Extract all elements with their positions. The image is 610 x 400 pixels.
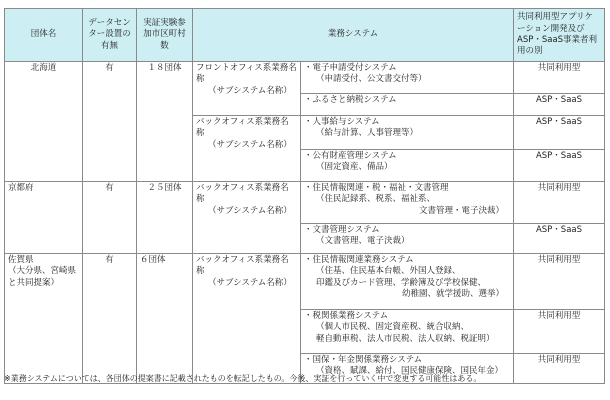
category-sub: （サブシステム名称）	[208, 85, 292, 96]
type-cell: 共同利用型	[514, 254, 605, 310]
system-cell	[301, 94, 514, 116]
system-detail: （住民記録系、税系、福祉系、	[316, 194, 436, 205]
type-cell: 共同利用型	[514, 310, 605, 354]
system-detail: （文書管理、電子決裁）	[316, 236, 410, 247]
type-cell: ASP・SaaS	[514, 224, 605, 254]
category-cell	[193, 62, 301, 116]
category-cell	[193, 254, 301, 384]
category-sub: （サブシステム名称）	[208, 205, 292, 216]
header-type: 共同利用型アプリケーション開発及びASP・SaaS事業者利用の別	[514, 9, 605, 62]
type-cell: 共同利用型	[514, 182, 605, 224]
system-detail: （資格、賦課、給付、国民健康保険、国民年金）	[316, 366, 504, 377]
system-title: ・ふるさと納税システム	[304, 95, 397, 105]
header-participants: 実証実験参加市区町村数	[137, 9, 193, 62]
table-row	[5, 182, 605, 224]
system-detail: （固定資産、備品）	[316, 162, 393, 173]
system-title: ・住民情報関連・税・福祉・文書管理	[304, 183, 449, 193]
type-cell: 共同利用型	[514, 62, 605, 94]
system-detail: （申請受付、公文書交付等）	[316, 74, 427, 85]
category-cell	[193, 182, 301, 254]
system-detail: 文書管理・電子決裁）	[418, 205, 504, 216]
system-detail: 幼稚園、就学援助、選挙）	[401, 289, 504, 300]
system-title: ・人事給与システム	[304, 117, 380, 127]
system-title: ・国保・年金関係業務システム	[304, 355, 423, 365]
system-cell	[301, 254, 514, 310]
category-label: バックオフィス系業務名称	[196, 117, 289, 139]
datacenter-cell: 有	[83, 62, 137, 182]
header-org: 団体名	[5, 9, 83, 62]
org-cell: 京都府	[5, 182, 83, 254]
datacenter-cell: 有	[83, 182, 137, 254]
system-cell	[301, 224, 514, 254]
system-cell	[301, 182, 514, 224]
datacenter-cell: 有	[83, 254, 137, 384]
system-detail: 軽自動車税、法人市民税、法人収納、税証明）	[316, 333, 495, 344]
system-title: ・公有財産管理システム	[304, 151, 397, 161]
category-label: バックオフィス系業務名称	[196, 183, 289, 205]
category-label: バックオフィス系業務名称	[196, 255, 289, 277]
org-cell	[5, 254, 83, 384]
org-name: 佐賀県	[8, 255, 34, 265]
system-title: ・電子申請受付システム	[304, 63, 397, 73]
category-sub: （サブシステム名称）	[208, 139, 292, 150]
system-detail: （住基、住民基本台帳、外国人登録、	[316, 266, 461, 277]
table-row	[5, 254, 605, 310]
system-cell	[301, 150, 514, 182]
footnote: ※業務システムについては、各団体の提案書に記載されたものを転記したもの。今後、実証を行っていく中で変更する可能性はある。	[4, 374, 482, 383]
type-cell: ASP・SaaS	[514, 150, 605, 182]
category-cell	[193, 116, 301, 182]
system-detail: （個人市民税、固定資産税、統合収納、	[316, 322, 470, 333]
category-label: フロントオフィス系業務名称	[196, 63, 297, 85]
type-cell: ASP・SaaS	[514, 94, 605, 116]
header-row	[5, 9, 605, 62]
system-detail: 印鑑及びカード管理、学齢簿及び学校保健、	[316, 277, 487, 288]
systems-table	[4, 8, 605, 384]
system-title: ・税関係業務システム	[304, 311, 389, 321]
org-note: と共同提案）	[8, 277, 60, 288]
system-title: ・住民情報関連業務システム	[304, 255, 414, 265]
type-cell: ASP・SaaS	[514, 116, 605, 150]
header-datacenter: データセンター設置の有無	[83, 9, 137, 62]
system-cell	[301, 62, 514, 94]
category-sub: （サブシステム名称）	[208, 277, 292, 288]
system-detail: （給与計算、人事管理等）	[316, 128, 419, 139]
org-note: （大分県、宮崎県	[8, 266, 77, 277]
system-title: ・文書管理システム	[304, 225, 380, 235]
table-row	[5, 62, 605, 94]
system-cell	[301, 310, 514, 354]
count-cell: ２５団体	[137, 182, 193, 254]
count-cell: ６団体	[137, 254, 193, 384]
type-cell: 共同利用型	[514, 354, 605, 384]
system-cell	[301, 116, 514, 150]
header-system: 業務システム	[193, 9, 514, 62]
org-cell: 北海道	[5, 62, 83, 182]
count-cell: １８団体	[137, 62, 193, 182]
